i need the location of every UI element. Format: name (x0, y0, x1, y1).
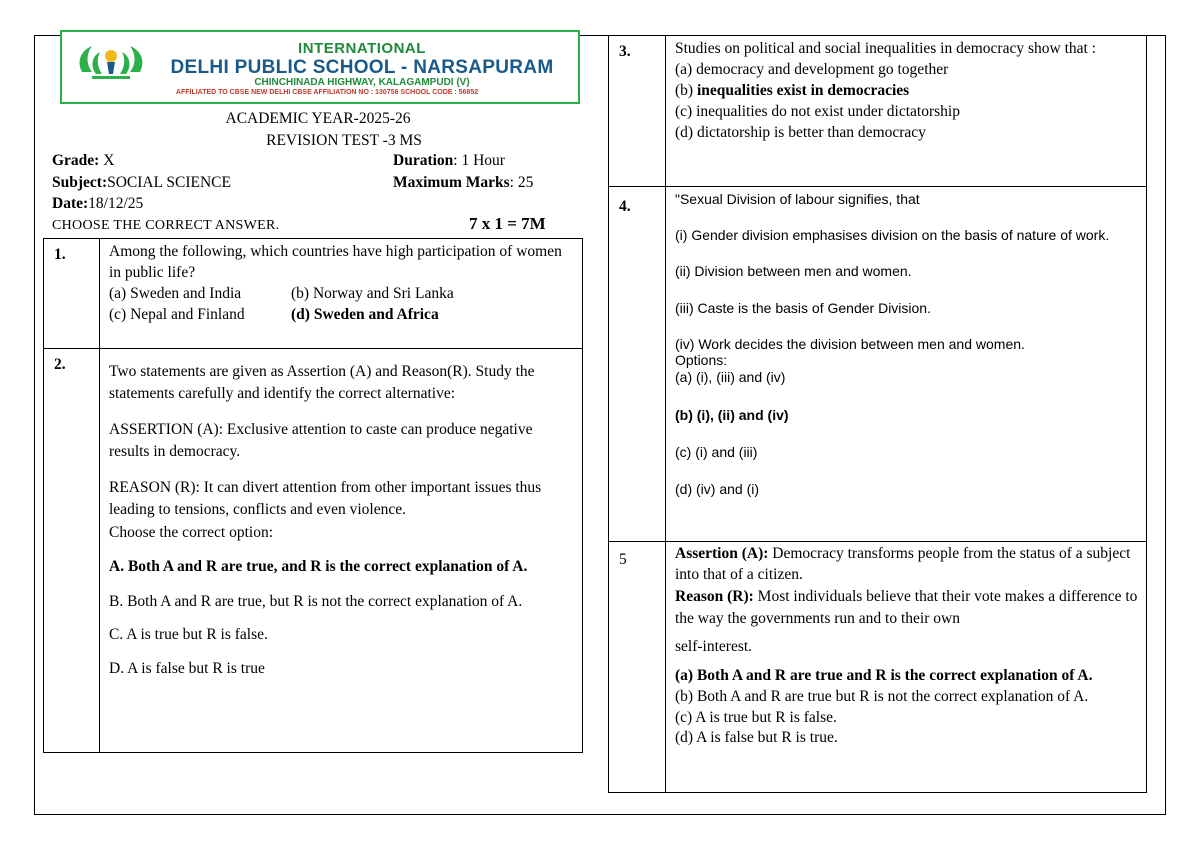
question-table-left (43, 238, 583, 753)
assertion-label: Assertion (A): (675, 545, 769, 562)
assertion-line (675, 544, 1140, 586)
date-value: 18/12/25 (88, 195, 144, 212)
reason-text: REASON (R): It can divert attention from other important issues thus leading to tensions, conflicts and even violence. (109, 478, 542, 519)
grade-line (52, 151, 114, 172)
option-c: C. A is true but R is false. (109, 626, 268, 644)
school-affiliation: AFFILIATED TO CBSE NEW DELHI CBSE AFFILIATION NO : 130756 SCHOOL CODE : 56852 (175, 89, 479, 96)
question-number: 2. (44, 349, 100, 752)
option-d: (d) (iv) and (i) (675, 480, 760, 497)
max-marks-line (393, 173, 533, 194)
statement-4: (iv) Work decides the division between men and women. (675, 335, 1025, 352)
option-a-answer: (a) Both A and R are true and R is the correct explanation of A. (675, 666, 1093, 684)
reason-label: Reason (R): (675, 587, 754, 605)
school-address: CHINCHINADA HIGHWAY, KALAGAMPUDI (V) (254, 77, 470, 88)
reason-line (675, 586, 1140, 631)
option-d: D. A is false but R is true (109, 660, 265, 678)
option-b-answer: inequalities exist in democracies (696, 81, 910, 99)
option-a: (a) democracy and development go together (675, 60, 949, 78)
options-row-2 (109, 305, 574, 326)
option-c: (c) (i) and (iii) (675, 443, 758, 460)
max-marks-value: : 25 (509, 174, 534, 191)
option-d: (d) A is false but R is true. (675, 729, 838, 747)
question-body (675, 190, 1140, 498)
option-a-answer: A. Both A and R are true, and R is the correct explanation of A. (109, 558, 528, 576)
question-body (109, 242, 574, 326)
reason-continuation: self-interest. (675, 637, 753, 655)
duration-line (393, 151, 505, 172)
question-table-right (608, 35, 1147, 793)
reason-text: Most individuals believe that their vote makes a difference to the way the governments run and to their own (675, 587, 1138, 628)
option-c: (c) A is true but R is false. (675, 708, 837, 726)
question-4 (609, 186, 1146, 541)
grade-label: Grade: (52, 152, 100, 169)
assertion-text: ASSERTION (A): Exclusive attention to caste can produce negative results in democracy. (109, 420, 533, 461)
question-body (675, 544, 1140, 749)
option-c: (c) inequalities do not exist under dictatorship (675, 102, 960, 120)
question-5 (609, 541, 1146, 792)
test-name: REVISION TEST -3 MS (266, 132, 422, 149)
date-line (52, 194, 143, 215)
option-c: (c) Nepal and Finland (109, 305, 245, 323)
academic-year: ACADEMIC YEAR-2025-26 (225, 110, 411, 127)
option-b: (b) Norway and Sri Lanka (291, 284, 454, 302)
instruction: CHOOSE THE CORRECT ANSWER. (52, 218, 280, 233)
choose-text: Choose the correct option: (109, 523, 273, 541)
question-number: 1. (44, 239, 100, 348)
question-number: 3. (609, 36, 666, 186)
option-b-answer: (b) (i), (ii) and (iv) (675, 406, 789, 423)
option-a: (a) (i), (iii) and (iv) (675, 369, 786, 386)
date-label: Date: (52, 195, 89, 212)
options-row-1 (109, 284, 574, 305)
question-body (675, 39, 1140, 144)
question-3 (609, 36, 1146, 186)
school-intl-label: INTERNATIONAL (298, 40, 426, 57)
max-marks-label: Maximum Marks (393, 174, 510, 191)
question-number: 5 (609, 542, 666, 792)
question-number: 4. (609, 187, 666, 541)
statement-2: (ii) Division between men and women. (675, 263, 912, 280)
statement-3: (iii) Caste is the basis of Gender Division. (675, 299, 931, 316)
option-a: (a) Sweden and India (109, 284, 242, 302)
option-b-line (675, 81, 1140, 102)
marks-formula: 7 x 1 = 7M (469, 214, 546, 233)
question-text: "Sexual Division of labour signifies, that (675, 191, 920, 207)
question-2 (44, 348, 582, 752)
option-b: (b) Both A and R are true but R is not the correct explanation of A. (675, 687, 1089, 705)
options-label: Options: (675, 351, 728, 368)
question-text: Among the following, which countries have high participation of women in public life? (109, 243, 562, 281)
subject-label: Subject: (52, 174, 108, 191)
statement-1: (i) Gender division emphasises division on the basis of nature of work. (675, 227, 1110, 244)
option-b-prefix: (b) (675, 81, 697, 99)
question-intro: Two statements are given as Assertion (A) and Reason(R). Study the statements carefully and identify the correct alternative: (109, 363, 535, 403)
option-d: (d) dictatorship is better than democracy (675, 123, 926, 141)
school-logo-banner (60, 30, 580, 104)
assertion-text: Democracy transforms people from the status of a subject into that of a citizen. (675, 545, 1131, 583)
duration-label: Duration (393, 152, 454, 169)
subject-value: SOCIAL SCIENCE (107, 174, 231, 191)
subject-line (52, 173, 231, 194)
duration-value: : 1 Hour (453, 152, 505, 169)
question-1 (44, 239, 582, 348)
option-d-answer: (d) Sweden and Africa (291, 305, 439, 323)
option-b: B. Both A and R are true, but R is not the correct explanation of A. (109, 592, 523, 610)
grade-value: X (99, 152, 115, 169)
question-body (109, 361, 574, 680)
question-text: Studies on political and social inequalities in democracy show that : (675, 40, 1096, 57)
school-emblem-icon (74, 42, 148, 82)
school-name: DELHI PUBLIC SCHOOL - NARSAPURAM (170, 57, 554, 78)
